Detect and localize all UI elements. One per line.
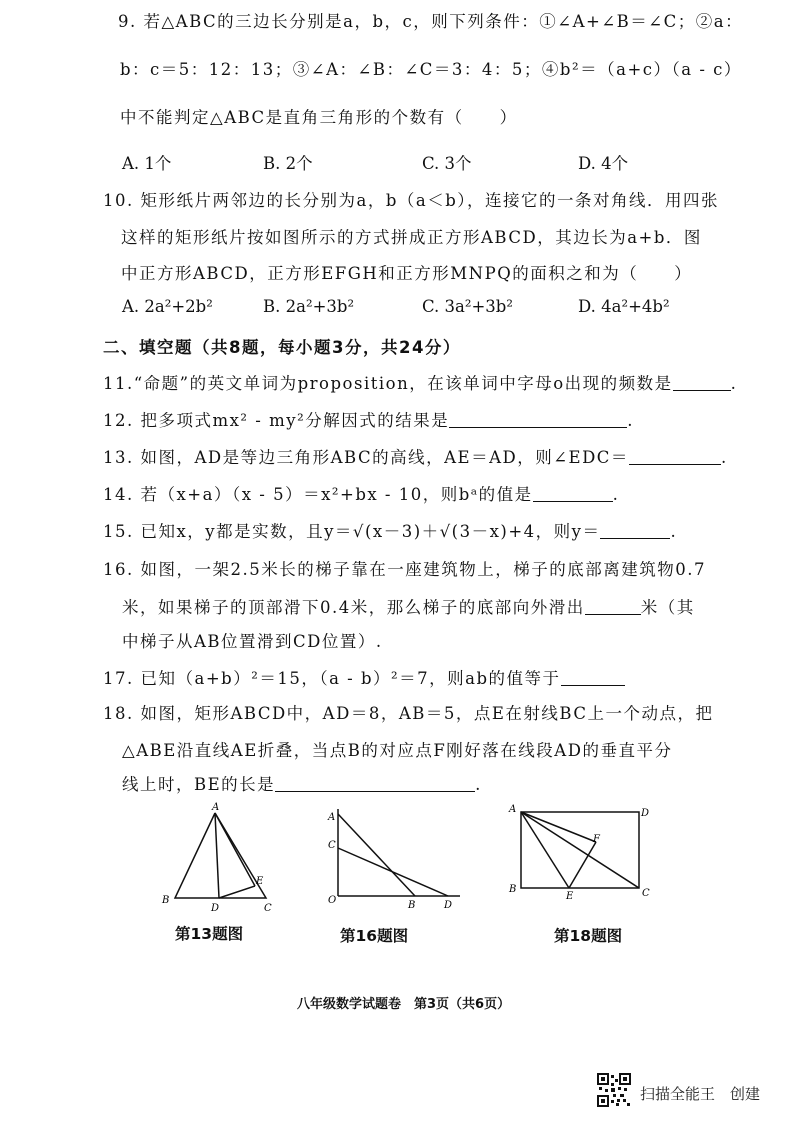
- q9-line1: 9. 若△ABC的三边长分别是a，b，c，则下列条件：①∠A+∠B＝∠C；②a：: [118, 12, 744, 31]
- q16-line1: 16. 如图，一架2.5米长的梯子靠在一座建筑物上，梯子的底部离建筑物0.7: [103, 560, 706, 579]
- q9-option-d: D. 4个: [578, 154, 629, 173]
- q10-line3: 中正方形ABCD，正方形EFGH和正方形MNPQ的面积之和为（ ）: [121, 264, 693, 283]
- q9-option-b: B. 2个: [263, 154, 313, 173]
- q10-line2: 这样的矩形纸片按如图所示的方式拼成正方形ABCD，其边长为a+b．图: [121, 228, 702, 247]
- q12: [103, 407, 634, 431]
- q18-end: .: [475, 775, 482, 794]
- fig16-label-a: A: [328, 812, 336, 823]
- q10-option-b: B. 2a²+3b²: [263, 297, 355, 316]
- fig13-label-e: E: [256, 876, 264, 887]
- q18-text: 线上时，BE的长是: [122, 775, 276, 794]
- q11-end: .: [730, 374, 738, 393]
- page-footer: 八年级数学试题卷 第3页（共6页）: [297, 997, 511, 1012]
- fig13-label-c: C: [264, 903, 272, 912]
- q15: [103, 518, 677, 542]
- q17-answer-blank: [561, 684, 625, 686]
- fig18-label-c: C: [642, 888, 650, 899]
- watermark-text: 扫描全能王 创建: [640, 1085, 761, 1103]
- q11-answer-blank: [673, 389, 731, 391]
- q16-line3: 中梯子从AB位置滑到CD位置）.: [122, 632, 383, 651]
- figure-13: [158, 800, 283, 912]
- fig16-label-b: B: [408, 900, 416, 911]
- q12-answer-blank: [449, 426, 627, 428]
- q9-line3: 中不能判定△ABC是直角三角形的个数有（ ）: [120, 108, 518, 127]
- q14-text: 14. 若（x+a）（x - 5）＝x²+bx - 10，则bᵃ的值是: [103, 485, 533, 504]
- fig16-label-o: O: [328, 895, 337, 906]
- q13: [103, 444, 728, 468]
- q16-line2a: 米，如果梯子的顶部滑下0.4米，那么梯子的底部向外滑出: [122, 598, 585, 617]
- q18-line3: [122, 771, 482, 795]
- fig13-label-d: D: [211, 903, 220, 912]
- q15-text: 15. 已知x，y都是实数，且y＝√(x－3)＋√(3－x)+4，则y＝: [103, 522, 601, 541]
- q14-answer-blank: [533, 500, 613, 502]
- q13-end: .: [720, 448, 728, 467]
- fig16-caption: 第16题图: [340, 927, 409, 945]
- fig13-label-a: A: [212, 802, 220, 813]
- section2-title: 二、填空题（共8题，每小题3分，共24分）: [103, 338, 461, 357]
- q10-option-d: D. 4a²+4b²: [578, 297, 670, 316]
- q9-line2: b：c＝5：12：13；③∠A：∠B：∠C＝3：4：5；④b²＝（a+c）（a - c）: [120, 60, 742, 79]
- q18-answer-blank: [275, 790, 475, 792]
- fig18-label-d: D: [641, 808, 650, 819]
- q10-line1: 10. 矩形纸片两邻边的长分别为a，b（a＜b），连接它的一条对角线．用四张: [103, 191, 720, 210]
- q10-option-c: C. 3a²+3b²: [422, 297, 513, 316]
- q12-text: 12. 把多项式mx² - my²分解因式的结果是: [103, 411, 450, 430]
- q14-end: .: [612, 485, 620, 504]
- figure-16: [320, 803, 465, 915]
- fig18-caption: 第18题图: [554, 927, 623, 945]
- q15-end: .: [670, 522, 678, 541]
- q17-text: 17. 已知（a+b）²＝15，（a - b）²＝7，则ab的值等于: [103, 669, 561, 688]
- q9-option-a: A. 1个: [122, 154, 172, 173]
- fig16-label-c: C: [328, 840, 336, 851]
- fig16-label-d: D: [444, 900, 453, 911]
- q18-line2: △ABE沿直线AE折叠，当点B的对应点F刚好落在线段AD的垂直平分: [122, 741, 673, 760]
- q12-end: .: [627, 411, 634, 430]
- q13-text: 13. 如图，AD是等边三角形ABC的高线，AE＝AD，则∠EDC＝: [103, 448, 629, 467]
- fig13-caption: 第13题图: [175, 925, 244, 943]
- fig18-label-e: E: [566, 891, 574, 900]
- q9-option-c: C. 3个: [422, 154, 472, 173]
- q15-answer-blank: [600, 537, 670, 539]
- fig18-label-f: F: [593, 834, 600, 845]
- qr-code-icon: [597, 1073, 631, 1107]
- q10-option-a: A. 2a²+2b²: [122, 297, 213, 316]
- fig18-label-a: A: [509, 804, 517, 815]
- q11-text: 11.“命题”的英文单词为proposition，在该单词中字母o出现的频数是: [103, 374, 673, 393]
- fig13-label-b: B: [162, 895, 170, 906]
- q16-answer-blank: [585, 613, 641, 615]
- fig18-label-b: B: [509, 884, 517, 895]
- q18-line1: 18. 如图，矩形ABCD中，AD＝8，AB＝5，点E在射线BC上一个动点，把: [103, 704, 714, 723]
- q16-line2: [122, 594, 695, 618]
- q17: [103, 665, 625, 689]
- figure-18: [505, 800, 655, 900]
- q11: [103, 370, 737, 394]
- q14: [103, 481, 619, 505]
- q16-line2b: 米（其: [640, 598, 695, 617]
- q13-answer-blank: [629, 463, 721, 465]
